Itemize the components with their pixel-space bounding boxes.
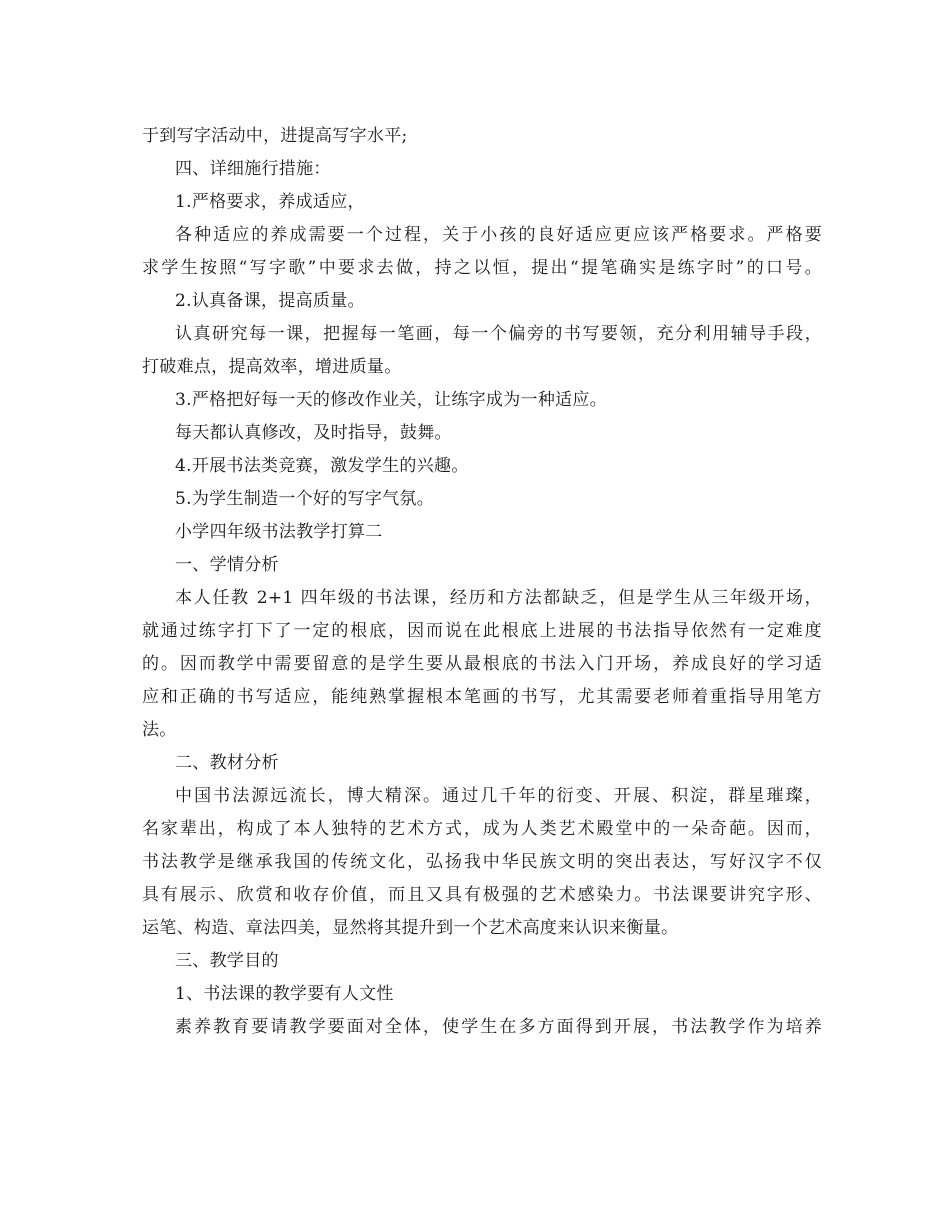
text-line: 就通过练字打下了一定的根底，因而说在此根底上进展的书法指导依然有一定难度	[142, 621, 822, 641]
text-line: 求学生按照“写字歌”中要求去做，持之以恒，提出“提笔确实是练字时”的口号。	[142, 258, 822, 278]
text-line: 三、教学目的	[175, 951, 279, 971]
text-line: 名家辈出，构成了本人独特的艺术方式，成为人类艺术殿堂中的一朵奇葩。因而，	[142, 819, 822, 839]
text-line: 具有展示、欣赏和收存价值，而且又具有极强的艺术感染力。书法课要讲究字形、	[142, 885, 822, 905]
text-line: 2.认真备课，提高质量。	[175, 291, 365, 311]
text-line: 每天都认真修改，及时指导，鼓舞。	[175, 423, 452, 443]
text-line: 的。因而教学中需要留意的是学生要从最根底的书法入门开场，养成良好的学习适	[142, 654, 822, 674]
text-line: 二、教材分析	[175, 753, 279, 773]
text-line: 一、学情分析	[175, 555, 279, 575]
text-line: 中国书法源远流长，博大精深。通过几千年的衍变、开展、积淀，群星璀璨，	[175, 786, 822, 806]
text-line: 认真研究每一课，把握每一笔画，每一个偏旁的书写要领，充分利用辅导手段，	[175, 324, 822, 344]
document-body	[142, 120, 822, 1044]
text-line: 4.开展书法类竞赛，激发学生的兴趣。	[175, 456, 469, 476]
text-line: 1、书法课的教学要有人文性	[175, 984, 394, 1004]
text-line: 打破难点，提高效率，增进质量。	[142, 357, 402, 377]
text-line: 各种适应的养成需要一个过程，关于小孩的良好适应更应该严格要求。严格要	[175, 225, 822, 245]
text-line: 法。	[142, 720, 177, 740]
text-line: 本人任教 2+1 四年级的书法课，经历和方法都缺乏，但是学生从三年级开场，	[175, 588, 822, 608]
text-line: 四、详细施行措施：	[175, 159, 331, 179]
text-line: 运笔、构造、章法四美，显然将其提升到一个艺术高度来认识来衡量。	[142, 918, 679, 938]
text-line: 3.严格把好每一天的修改作业关，让练字成为一种适应。	[175, 390, 608, 410]
text-line: 素养教育要请教学要面对全体，使学生在多方面得到开展，书法教学作为培养	[175, 1017, 822, 1037]
text-line: 1.严格要求，养成适应，	[175, 192, 365, 212]
text-line: 应和正确的书写适应，能纯熟掌握根本笔画的书写，尤其需要老师着重指导用笔方	[142, 687, 822, 707]
text-line: 5.为学生制造一个好的写字气氛。	[175, 489, 435, 509]
text-line: 书法教学是继承我国的传统文化，弘扬我中华民族文明的突出表达，写好汉字不仅	[142, 852, 822, 872]
text-line: 于到写字活动中，进提高写字水平;	[142, 126, 408, 146]
text-line: 小学四年级书法教学打算二	[175, 522, 383, 542]
